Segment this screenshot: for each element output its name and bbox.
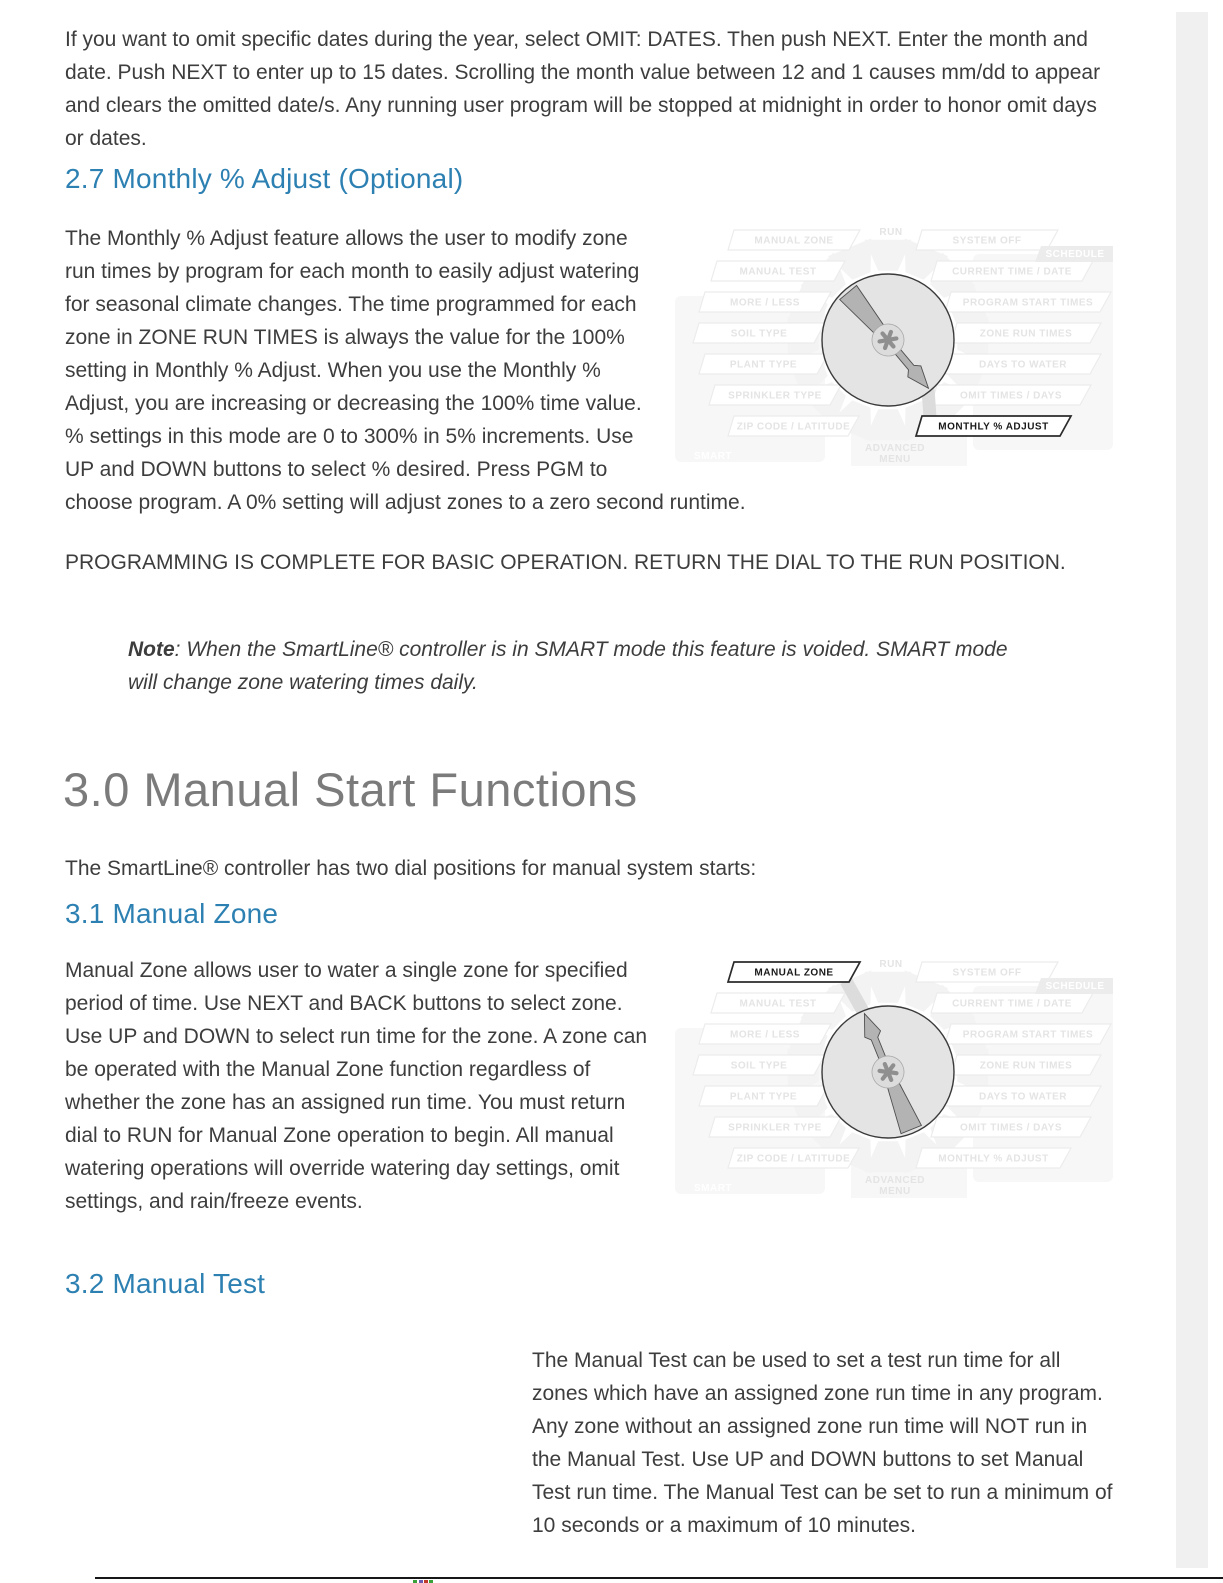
- dial-figure-manual-zone: [673, 950, 1113, 1202]
- svg-text:MONTHLY % ADJUST: MONTHLY % ADJUST: [938, 1153, 1049, 1165]
- section-3-2-paragraph: The Manual Test can be used to set a test run time for all zones which have an assigned zone run time in any program. Any zone without an assigned zone run time will NOT run in the Manual Test. Use UP and DOWN buttons to set Manual Test run time. The Manual Test can be set to run a minimum of 10 seconds or a maximum of 10 minutes.: [532, 1349, 1113, 1537]
- svg-text:DAYS TO WATER: DAYS TO WATER: [979, 359, 1067, 371]
- svg-text:CURRENT TIME / DATE: CURRENT TIME / DATE: [952, 266, 1072, 278]
- svg-text:MANUAL TEST: MANUAL TEST: [739, 266, 817, 278]
- svg-text:SYSTEM OFF: SYSTEM OFF: [952, 235, 1022, 247]
- section-2-7-heading: 2.7 Monthly % Adjust (Optional): [65, 163, 464, 194]
- svg-text:MORE / LESS: MORE / LESS: [730, 1029, 800, 1041]
- section-2-7-paragraph: The Monthly % Adjust feature allows the user to modify zone run times by program for each month to easily adjust watering for seasonal climate changes. The time programmed for each zone in ZONE RUN TIMES is always the value for the 100% setting in Monthly % Adjust. When you use the Monthly % Adjust, you are increasing or decreasing the 100% time value. % settings in this mode are 0 to 300% in 5% increments. Use UP and DOWN buttons to select % desired. Press PGM to choose program. A 0% setting will adjust zones to a zero second runtime.: [65, 227, 746, 514]
- svg-text:ADVANCED: ADVANCED: [865, 1175, 925, 1186]
- svg-text:MONTHLY % ADJUST: MONTHLY % ADJUST: [938, 421, 1049, 433]
- monthly-percent-adjust-dial: [673, 218, 1113, 466]
- page-divider: [95, 1577, 1223, 1579]
- svg-text:DAYS TO WATER: DAYS TO WATER: [979, 1091, 1067, 1103]
- svg-text:OMIT TIMES / DAYS: OMIT TIMES / DAYS: [959, 1122, 1063, 1134]
- svg-text:MANUAL ZONE: MANUAL ZONE: [754, 967, 834, 979]
- dial-smart-label: SMART: [693, 1183, 733, 1194]
- note-label: Note: [128, 638, 175, 661]
- svg-text:ADVANCED: ADVANCED: [865, 443, 925, 454]
- svg-text:SCHEDULE: SCHEDULE: [1045, 981, 1105, 992]
- dial-run-label: RUN: [879, 227, 903, 238]
- svg-text:PROGRAM START TIMES: PROGRAM START TIMES: [962, 297, 1094, 309]
- svg-text:PROGRAM START TIMES: PROGRAM START TIMES: [962, 1029, 1094, 1041]
- svg-text:PLANT TYPE: PLANT TYPE: [729, 1091, 798, 1103]
- svg-text:MANUAL ZONE: MANUAL ZONE: [754, 235, 834, 247]
- note-text: : When the SmartLine® controller is in SMART mode this feature is voided. SMART mode will change zone watering times daily.: [128, 638, 1008, 694]
- section-3-2-heading: 3.2 Manual Test: [65, 1268, 266, 1299]
- section-2-7-body-block: [65, 218, 1113, 519]
- dial-run-label: RUN: [879, 959, 903, 970]
- svg-text:CURRENT TIME / DATE: CURRENT TIME / DATE: [952, 998, 1072, 1010]
- dial-figure-monthly-adjust: [673, 218, 1113, 465]
- section-3-1-heading: 3.1 Manual Zone: [65, 898, 279, 929]
- manual-zone-dial: [673, 950, 1113, 1198]
- svg-text:ZONE RUN TIMES: ZONE RUN TIMES: [979, 328, 1073, 340]
- scrollbar-track[interactable]: [1176, 12, 1208, 1568]
- svg-text:ZIP CODE / LATITUDE: ZIP CODE / LATITUDE: [736, 1153, 851, 1165]
- svg-text:SOIL TYPE: SOIL TYPE: [730, 328, 788, 340]
- programming-complete-note: PROGRAMMING IS COMPLETE FOR BASIC OPERATION. RETURN THE DIAL TO THE RUN POSITION.: [65, 551, 1066, 574]
- dial-smart-label: SMART: [693, 451, 733, 462]
- svg-text:OMIT TIMES / DAYS: OMIT TIMES / DAYS: [959, 390, 1063, 402]
- svg-text:SCHEDULE: SCHEDULE: [1045, 249, 1105, 260]
- svg-text:MENU: MENU: [879, 1186, 911, 1197]
- svg-text:SPRINKLER TYPE: SPRINKLER TYPE: [728, 1122, 822, 1134]
- svg-text:ZONE RUN TIMES: ZONE RUN TIMES: [979, 1060, 1073, 1072]
- svg-text:SPRINKLER TYPE: SPRINKLER TYPE: [728, 390, 822, 402]
- section-3-0-intro: The SmartLine® controller has two dial positions for manual system starts:: [65, 857, 757, 880]
- svg-text:MORE / LESS: MORE / LESS: [730, 297, 800, 309]
- section-3-0-heading: 3.0 Manual Start Functions: [63, 763, 638, 816]
- section-3-1-paragraph: Manual Zone allows user to water a single zone for specified period of time. Use NEXT and BACK buttons to select zone. Use UP and DOWN to select run time for the zone. A zone can be operated with the Manual Zone function regardless of whether the zone has an assigned run time. You must return dial to RUN for Manual Zone operation to begin. All manual watering operations will override watering day settings, omit settings, and rain/freeze events.: [65, 959, 648, 1213]
- paragraph-omit-dates: If you want to omit specific dates during the year, select OMIT: DATES. Then push NEXT. Enter the month and date. Push NEXT to enter up to 15 dates. Scrolling the month value between 12 and 1 causes mm/dd to appear and clears the omitted date/s. Any running user program will be stopped at midnight in order to honor omit days or dates.: [65, 28, 1101, 150]
- smart-mode-note: [128, 633, 1008, 699]
- svg-text:ZIP CODE / LATITUDE: ZIP CODE / LATITUDE: [736, 421, 851, 433]
- svg-text:MANUAL TEST: MANUAL TEST: [739, 998, 817, 1010]
- svg-text:MENU: MENU: [879, 454, 911, 465]
- section-3-1-body-block: [65, 950, 1113, 1218]
- svg-text:PLANT TYPE: PLANT TYPE: [729, 359, 798, 371]
- svg-text:SOIL TYPE: SOIL TYPE: [730, 1060, 788, 1072]
- svg-text:SYSTEM OFF: SYSTEM OFF: [952, 967, 1022, 979]
